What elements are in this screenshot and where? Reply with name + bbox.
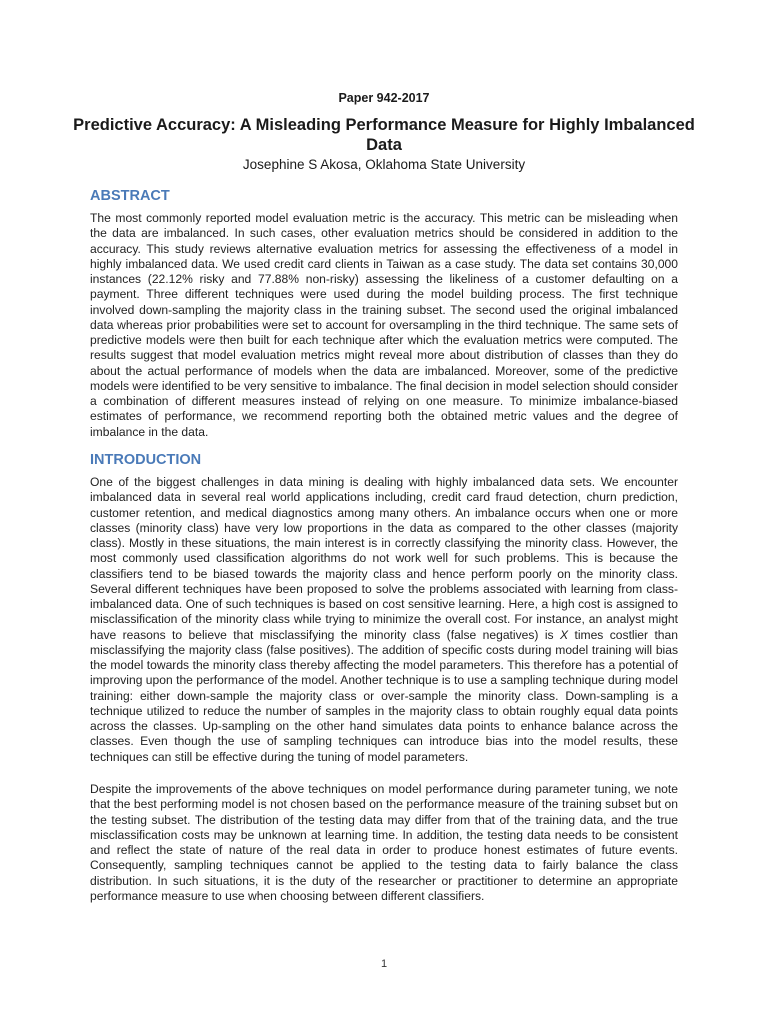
introduction-paragraph-1 bbox=[90, 475, 678, 765]
introduction-paragraph-1-part-1: One of the biggest challenges in data mining is dealing with highly imbalanced data sets. We encounter imbalanced data in several real world applications including, credit card fraud detection, churn prediction, customer retention, and medical diagnostics among many others. An imbalance occurs when one or more classes (minority class) have very low proportions in the data as compared to the other classes (majority class). Mostly in these situations, the main interest is in correctly classifying the minority class. However, the most commonly used classification algorithms do not work well for such problems. This is because the classifiers tend to be biased towards the majority class and hence perform poorly on the minority class. Several different techniques have been proposed to solve the problems associated with learning from class-imbalanced data. One of such techniques is based on cost sensitive learning. Here, a high cost is assigned to misclassification of the minority class while trying to minimize the overall cost. For instance, an analyst might have reasons to believe that misclassifying the minority class (false negatives) is bbox=[90, 475, 678, 642]
paper-title: Predictive Accuracy: A Misleading Performance Measure for Highly Imbalanced Data bbox=[73, 116, 695, 154]
page-number: 1 bbox=[380, 958, 388, 970]
variable-x: X bbox=[559, 627, 569, 642]
introduction-paragraph-1-part-2: times costlier than misclassifying the majority class (false positives). The addition of specific costs during model training will bias the model towards the minority class thereby affecting the model parameters. This therefore has a potential of improving upon the performance of the model. Another technique is to use a sampling technique during model training: either down-sample the majority class or over-sample the minority class. Down-sampling is a technique utilized to reduce the number of samples in the majority class to obtain roughly equal data points across the classes. Up-sampling on the other hand simulates data points to enhance balance across the classes. Even though the use of sampling techniques can introduce bias into the model results, these techniques can still be effective during the tuning of model parameters. bbox=[90, 627, 678, 764]
introduction-paragraph-2: Despite the improvements of the above techniques on model performance during parameter tuning, we note that the best performing model is not chosen based on the performance measure of the training subset but on the testing subset. The distribution of the testing data may differ from that of the training data, and the true misclassification costs may be unknown at learning time. In addition, the testing data needs to be consistent and reflect the state of nature of the real data in order to produce honest estimates of future events. Consequently, sampling techniques cannot be applied to the testing data to fairly balance the class distribution. In such situations, it is the duty of the researcher or practitioner to determine an appropriate performance measure to use when choosing between different classifiers. bbox=[90, 782, 678, 903]
author-line: Josephine S Akosa, Oklahoma State University bbox=[242, 157, 526, 172]
abstract-paragraph: The most commonly reported model evaluation metric is the accuracy. This metric can be misleading when the data are imbalanced. In such cases, other evaluation metrics should be considered in addition to the accuracy. This study reviews alternative evaluation metrics for assessing the effectiveness of a model in highly imbalanced data. We used credit card clients in Taiwan as a case study. The data set contains 30,000 instances (22.12% risky and 77.88% non-risky) assessing the likeliness of a customer defaulting on a payment. Three different techniques were used during the model building process. The first technique involved down-sampling the majority class in the training subset. The second used the original imbalanced data whereas prior probabilities were set to account for oversampling in the third technique. The same sets of predictive models were then built for each technique after which the evaluation metrics were computed. The results suggest that model evaluation metrics might reveal more about distribution of classes than they do about the actual performance of models when the data are imbalanced. Moreover, some of the predictive models were identified to be very sensitive to imbalance. The final decision in model selection should consider a combination of different measures instead of relying on one measure. To minimize imbalance-biased estimates of performance, we recommend reporting both the obtained metric values and the degree of imbalance in the data. bbox=[90, 211, 678, 439]
abstract-heading: ABSTRACT bbox=[90, 188, 170, 204]
introduction-heading: INTRODUCTION bbox=[90, 452, 202, 468]
paper-number: Paper 942-2017 bbox=[338, 91, 430, 105]
